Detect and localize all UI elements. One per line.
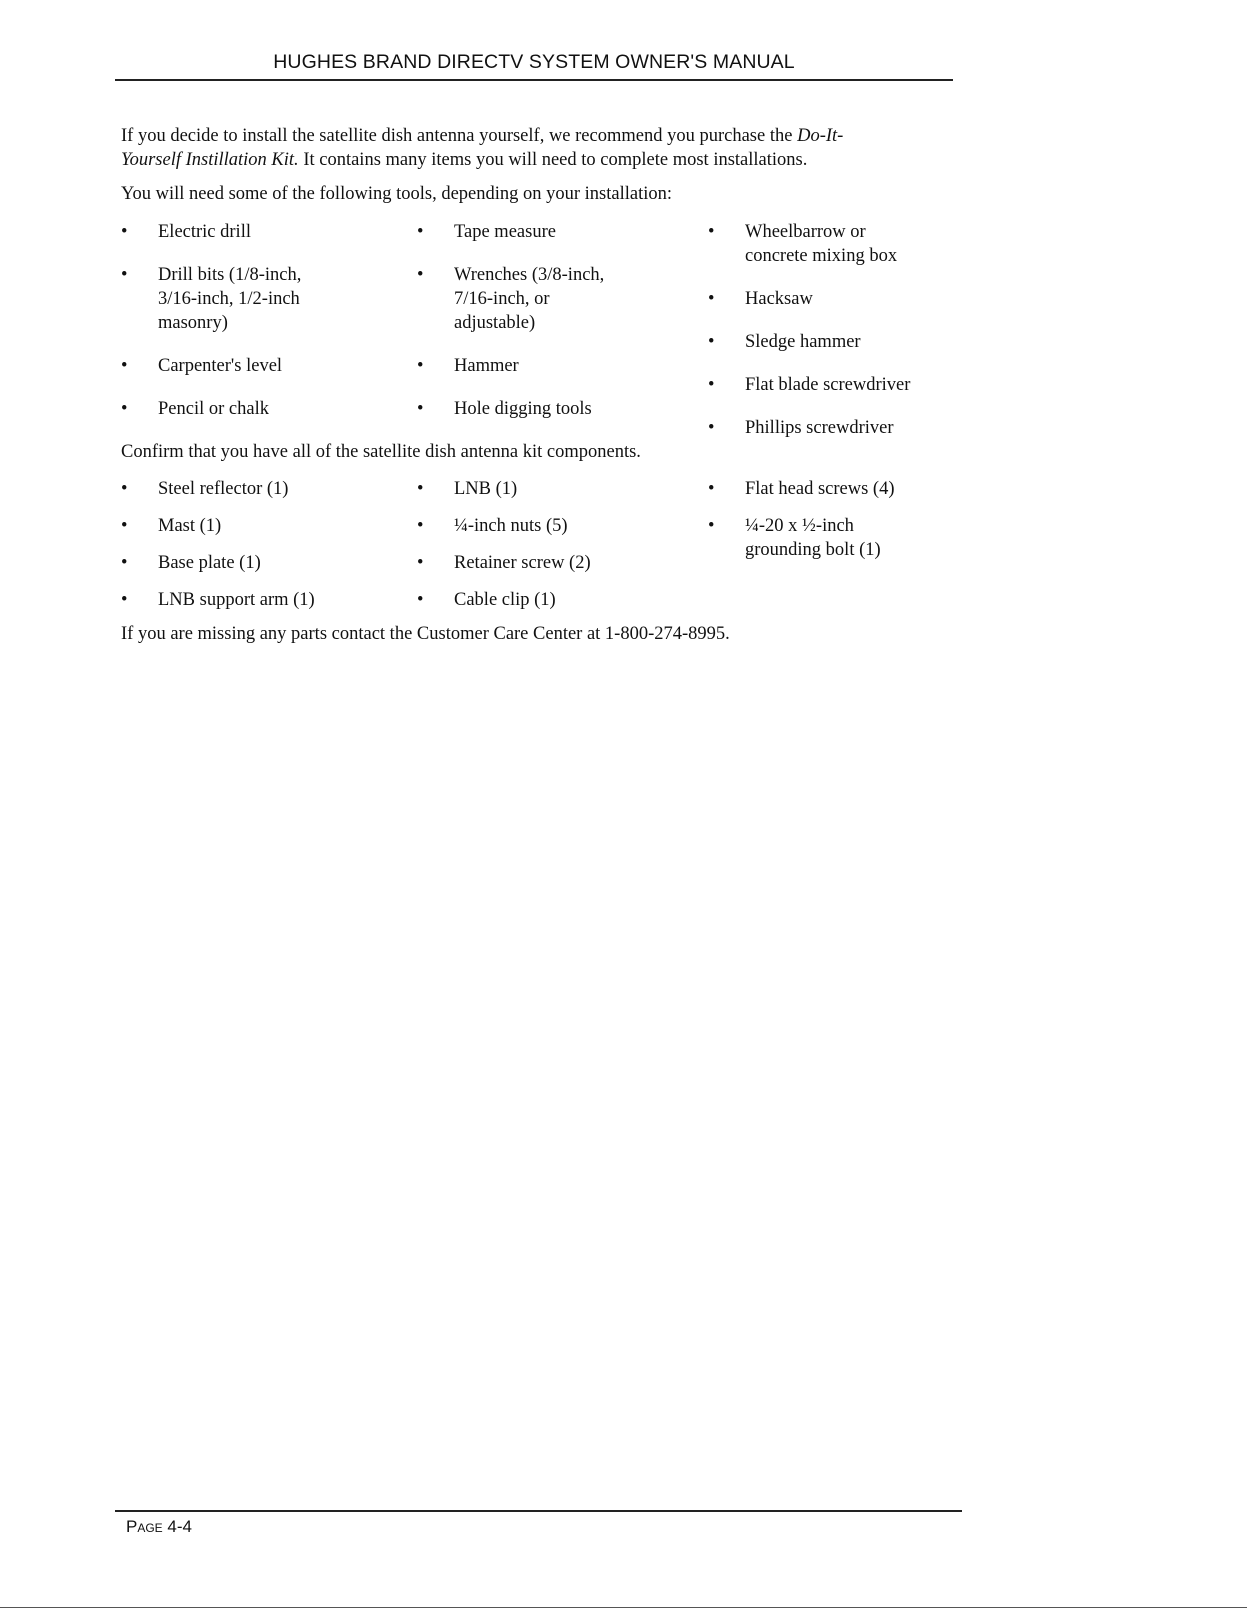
item-text: Carpenter's level: [158, 356, 283, 376]
list-item: [708, 416, 910, 440]
list-item: [121, 354, 301, 378]
item-text: Flat blade screwdriver: [745, 375, 911, 395]
item-text: 7/16-inch, or: [454, 289, 550, 309]
list-item: [417, 354, 604, 378]
list-item: [708, 220, 910, 268]
tools-list-col1: [121, 220, 301, 440]
page-number-text: Page 4-4: [126, 1517, 192, 1536]
list-item: [121, 514, 315, 538]
list-item: [708, 514, 895, 562]
item-text: Steel reflector (1): [158, 479, 289, 499]
components-list-col3: [708, 477, 895, 575]
list-item: [708, 373, 910, 397]
intro-paragraph: [121, 124, 843, 172]
list-item: [417, 397, 604, 421]
item-text: Hole digging tools: [454, 399, 592, 419]
item-text: Electric drill: [158, 222, 251, 242]
intro-line-2-text: It contains many items you will need to complete most installations.: [298, 150, 808, 170]
list-item: [417, 588, 591, 612]
item-text: 3/16-inch, 1/2-inch: [158, 289, 300, 309]
item-text: masonry): [158, 313, 228, 333]
item-text: Retainer screw (2): [454, 553, 591, 573]
list-item: [417, 477, 591, 501]
intro-line-1-text: If you decide to install the satellite dish antenna yourself, we recommend you purchase the: [121, 126, 798, 146]
item-text: Cable clip (1): [454, 590, 556, 610]
item-text: Sledge hammer: [745, 332, 861, 352]
footer-rule: [115, 1510, 962, 1512]
list-item: [708, 330, 910, 354]
list-item: [121, 588, 315, 612]
scan-edge-line: [0, 1607, 1247, 1608]
item-text: grounding bolt (1): [745, 540, 881, 560]
list-item: [708, 287, 910, 311]
intro-line-2: [121, 148, 843, 172]
item-text: Hammer: [454, 356, 519, 376]
item-text: Flat head screws (4): [745, 479, 895, 499]
list-item: [417, 551, 591, 575]
item-text: ¼-inch nuts (5): [454, 516, 568, 536]
list-item: [708, 477, 895, 501]
item-text: LNB support arm (1): [158, 590, 315, 610]
item-text: Pencil or chalk: [158, 399, 269, 419]
list-item: [121, 220, 301, 244]
tools-list-col3: [708, 220, 910, 459]
item-text: Mast (1): [158, 516, 222, 536]
item-text: concrete mixing box: [745, 246, 898, 266]
list-item: [417, 514, 591, 538]
list-item: [121, 477, 315, 501]
item-text: Phillips screwdriver: [745, 418, 894, 438]
header-rule: [115, 79, 953, 81]
item-text: • Wheelbarrow or: [745, 222, 866, 242]
list-item: [121, 397, 301, 421]
running-header: HUGHES BRAND DIRECTV SYSTEM OWNER'S MANUAL: [273, 51, 795, 73]
missing-parts-note: If you are missing any parts contact the Customer Care Center at 1-800-274-8995.: [121, 624, 730, 644]
item-text: • Drill bits (1/8-inch,: [158, 265, 302, 285]
kit-name-part-1: Do-It-: [797, 126, 844, 146]
list-item: [417, 263, 604, 335]
components-list-col1: [121, 477, 315, 625]
page-number: [126, 1517, 192, 1537]
item-text: Tape measure: [454, 222, 556, 242]
components-list-col2: [417, 477, 591, 625]
item-text: Base plate (1): [158, 553, 261, 573]
list-item: [121, 551, 315, 575]
item-text: LNB (1): [454, 479, 518, 499]
list-item: [417, 220, 604, 244]
kit-name-part-2: Yourself Instillation Kit.: [121, 150, 299, 170]
item-text: Hacksaw: [745, 289, 813, 309]
tools-list-col2: [417, 220, 604, 440]
item-text: adjustable): [454, 313, 536, 333]
item-text: • Wrenches (3/8-inch,: [454, 265, 605, 285]
components-intro: Confirm that you have all of the satellite dish antenna kit components.: [121, 442, 641, 462]
intro-line-1: [121, 124, 843, 148]
tools-intro: You will need some of the following tools, depending on your installation:: [121, 184, 673, 204]
list-item: [121, 263, 301, 335]
item-text: • ¼-20 x ½-inch: [745, 516, 854, 536]
